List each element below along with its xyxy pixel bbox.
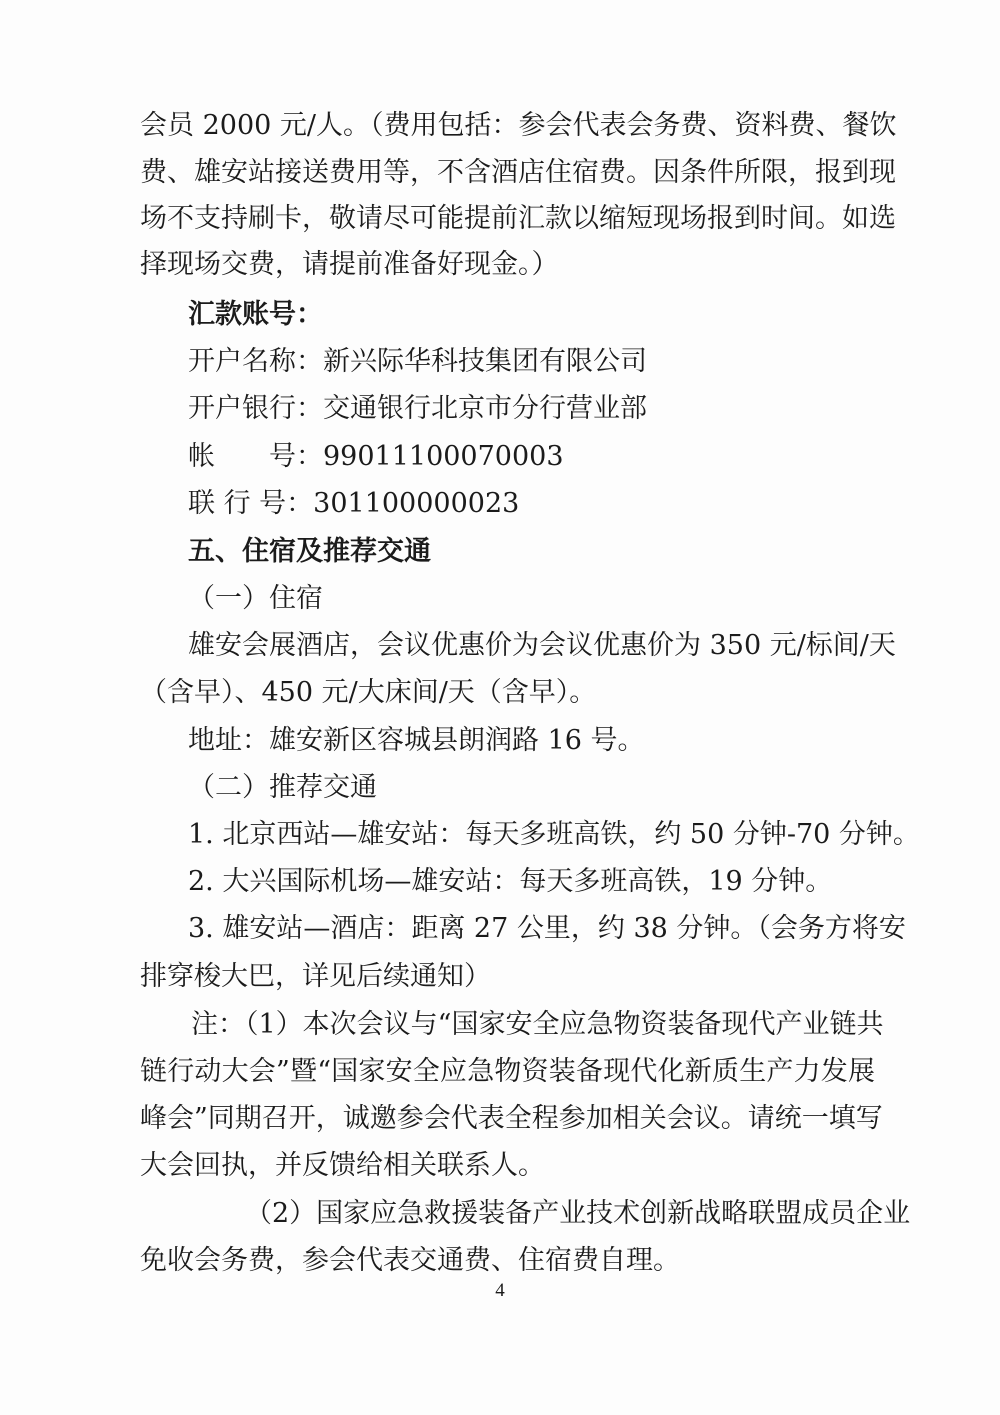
transport-item-1: 1. 北京西站—雄安站：每天多班高铁，约 50 分钟-70 分钟。: [188, 819, 920, 850]
note-2-line-2: 免收会务费，参会代表交通费、住宿费自理。: [140, 1245, 680, 1276]
subsection-title-accommodation: （一）住宿: [188, 583, 323, 614]
account-name: 开户名称：新兴际华科技集团有限公司: [188, 346, 647, 377]
account-bank: 开户银行：交通银行北京市分行营业部: [188, 393, 647, 424]
fee-line-2: 费、雄安站接送费用等，不含酒店住宿费。因条件所限，报到现: [140, 157, 896, 188]
hotel-line-1: 雄安会展酒店，会议优惠价为会议优惠价为 350 元/标间/天: [188, 630, 896, 661]
account-number-value: 号：99011100070003: [269, 441, 564, 472]
transport-item-3: 3. 雄安站—酒店：距离 27 公里，约 38 分钟。（会务方将安: [188, 913, 906, 944]
hotel-address: 地址：雄安新区容城县朗润路 16 号。: [188, 725, 645, 756]
bank-code: 联 行 号：301100000023: [188, 488, 520, 519]
note-1-line-3: 峰会”同期召开，诚邀参会代表全程参加相关会议。请统一填写: [140, 1103, 883, 1134]
account-number-label: 帐: [188, 441, 215, 472]
note-1-line-4: 大会回执，并反馈给相关联系人。: [140, 1150, 545, 1181]
transport-item-3-cont: 排穿梭大巴，详见后续通知）: [140, 961, 491, 992]
fee-line-3: 场不支持刷卡，敬请尽可能提前汇款以缩短现场报到时间。如选: [140, 203, 896, 234]
note-1-line-2: 链行动大会”暨“国家安全应急物资装备现代化新质生产力发展: [140, 1056, 875, 1087]
transport-item-2: 2. 大兴国际机场—雄安站：每天多班高铁，19 分钟。: [188, 866, 833, 897]
section-title-accommodation-transport: 五、住宿及推荐交通: [188, 536, 431, 567]
hotel-line-2: （含早）、450 元/大床间/天（含早）。: [140, 677, 597, 708]
note-2-line-1: （2）国家应急救援装备产业技术创新战略联盟成员企业: [245, 1198, 911, 1229]
fee-line-4: 择现场交费，请提前准备好现金。）: [140, 249, 559, 280]
subsection-title-transport: （二）推荐交通: [188, 772, 377, 803]
fee-line-1: 会员 2000 元/人。（费用包括：参会代表会务费、资料费、餐饮: [140, 110, 897, 141]
note-1-line-1: 注：（1）本次会议与“国家安全应急物资装备现代产业链共: [191, 1009, 884, 1040]
remit-title: 汇款账号：: [188, 299, 323, 330]
page-number: 4: [495, 1280, 505, 1301]
account-number: [188, 437, 564, 477]
